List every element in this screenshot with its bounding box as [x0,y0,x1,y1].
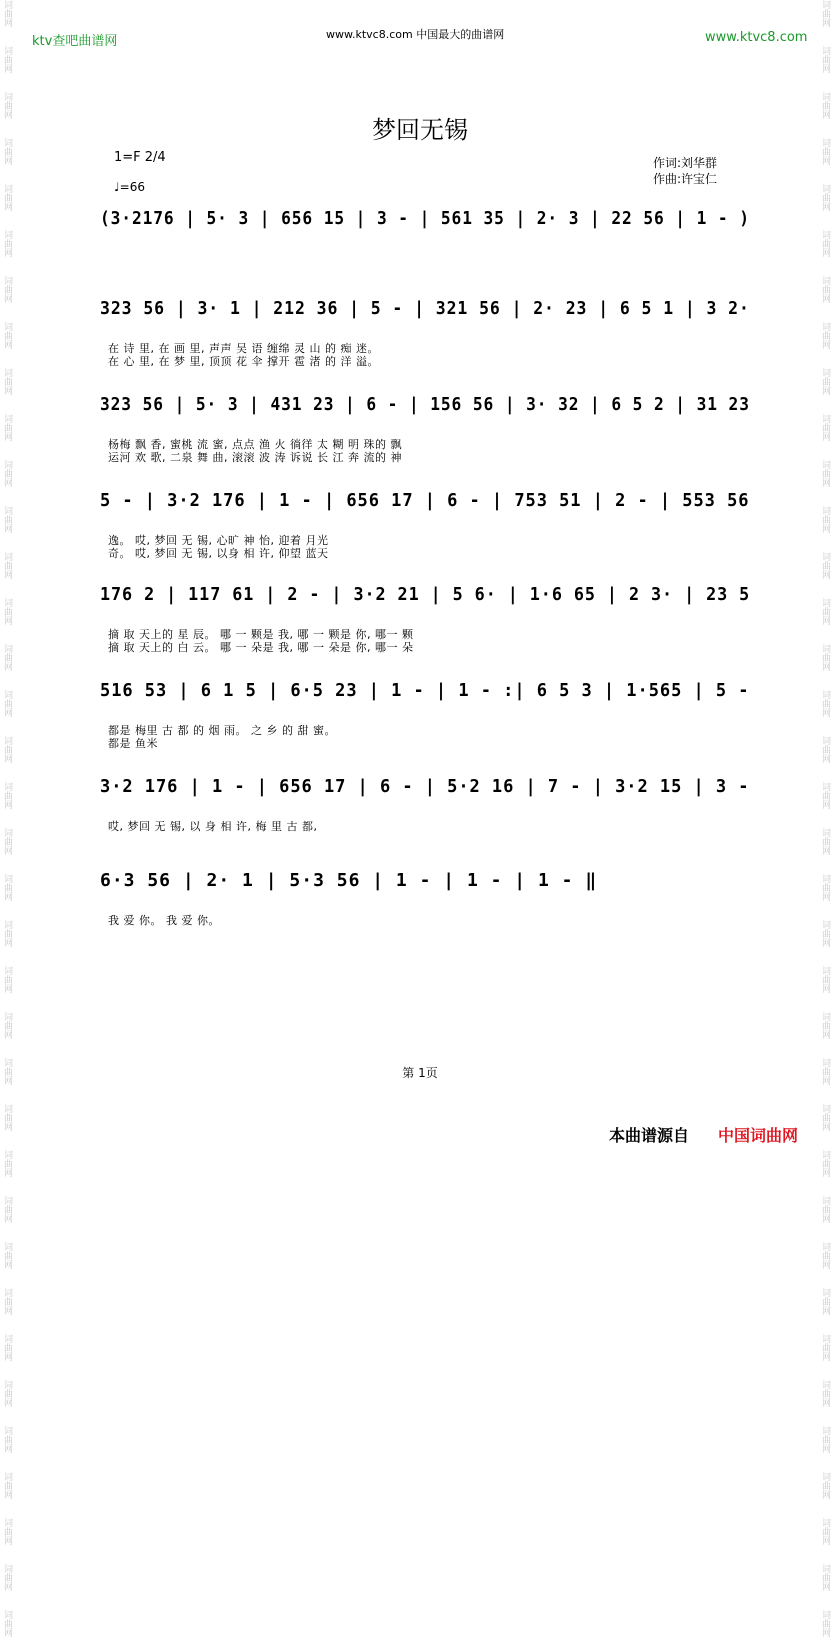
watermark-text: 词曲网 [2,782,12,809]
lyric-line: 都是 鱼米 [108,737,158,750]
lyric-line: 逸。 哎, 梦回 无 锡, 心旷 神 怡, 迎着 月光 [108,534,329,547]
watermark-text: 词曲网 [820,460,830,487]
lyric-line: 摘 取 天上的 白 云。 哪 一 朵是 我, 哪 一 朵是 你, 哪一 朵 [108,641,414,654]
watermark-text: 词曲网 [820,414,830,441]
watermark-text: 词曲网 [2,920,12,947]
watermark-text: 词曲网 [2,0,12,27]
lyric-line: 我 爱 你。 我 爱 你。 [108,914,220,927]
tempo-marking: ♩=66 [114,180,145,194]
watermark-text: 词曲网 [2,1288,12,1315]
watermark-text: 词曲网 [2,1426,12,1453]
watermark-text: 词曲网 [820,828,830,855]
watermark-text: 词曲网 [820,368,830,395]
watermark-text: 词曲网 [2,1610,12,1637]
lyric-line: 哎, 梦回 无 锡, 以 身 相 许, 梅 里 古 都, [108,820,318,833]
lyric-line: 运河 欢 歌, 二泉 舞 曲, 滚滚 波 涛 诉说 长 江 奔 流的 神 [108,451,402,464]
watermark-text: 词曲网 [820,1288,830,1315]
watermark-text: 词曲网 [820,46,830,73]
source-label: 本曲谱源自 [609,1126,690,1145]
watermark-text: 词曲网 [2,1518,12,1545]
watermark-text: 词曲网 [2,552,12,579]
watermark-text: 词曲网 [2,138,12,165]
watermark-text: 词曲网 [2,1104,12,1131]
watermark-left [0,0,22,1637]
watermark-text: 词曲网 [2,46,12,73]
watermark-text: 词曲网 [820,92,830,119]
notation-row: 176 2 | 117 61 | 2 - | 3·2 21 | 5 6· | 1·6 65 | 2 3· | 23 5 [100,584,751,605]
composer-credit: 作曲:许宝仁 [653,172,718,186]
watermark-text: 词曲网 [820,184,830,211]
song-title: 梦回无锡 [372,116,468,144]
notation-row: 3·2 176 | 1 - | 656 17 | 6 - | 5·2 16 | 7 - | 3·2 15 | 3 - [100,776,750,797]
watermark-text: 词曲网 [2,276,12,303]
lyric-line: 摘 取 天上的 星 辰。 哪 一 颗是 我, 哪 一 颗是 你, 哪一 颗 [108,628,414,641]
watermark-text: 词曲网 [820,1150,830,1177]
watermark-text: 词曲网 [820,874,830,901]
watermark-text: 词曲网 [820,1518,830,1545]
page-number: 第 1页 [402,1066,438,1080]
watermark-text: 词曲网 [2,368,12,395]
watermark-text: 词曲网 [820,230,830,257]
watermark-text: 词曲网 [820,1380,830,1407]
watermark-text: 词曲网 [2,690,12,717]
watermark-text: 词曲网 [820,644,830,671]
watermark-text: 词曲网 [820,782,830,809]
watermark-text: 词曲网 [2,736,12,763]
watermark-text: 词曲网 [2,322,12,349]
lyricist-credit: 作词:刘华群 [653,156,718,170]
watermark-text: 词曲网 [2,230,12,257]
lyric-line: 在 诗 里, 在 画 里, 声声 吴 语 缠绵 灵 山 的 痴 迷。 [108,342,379,355]
watermark-text: 词曲网 [820,0,830,27]
watermark-text: 词曲网 [2,1334,12,1361]
watermark-text: 词曲网 [2,414,12,441]
watermark-text: 词曲网 [820,690,830,717]
watermark-text: 词曲网 [820,552,830,579]
watermark-text: 词曲网 [820,1058,830,1085]
notation-row: (3·2176 | 5· 3 | 656 15 | 3 - | 561 35 | 2· 3 | 22 56 | 1 - ) [100,208,750,229]
watermark-text: 词曲网 [820,598,830,625]
watermark-text: 词曲网 [820,966,830,993]
watermark-text: 词曲网 [2,184,12,211]
watermark-text: 词曲网 [2,598,12,625]
watermark-text: 词曲网 [820,1196,830,1223]
watermark-text: 词曲网 [2,506,12,533]
watermark-text: 词曲网 [2,874,12,901]
watermark-text: 词曲网 [2,1242,12,1269]
watermark-text: 词曲网 [820,138,830,165]
watermark-text: 词曲网 [820,1334,830,1361]
source-site-link[interactable]: 中国词曲网 [718,1126,799,1145]
key-signature: 1=F 2/4 [114,150,166,165]
watermark-text: 词曲网 [2,460,12,487]
notation-row: 516 53 | 6 1 5 | 6·5 23 | 1 - | 1 - :| 6 5 3 | 1·565 | 5 - [100,680,750,701]
watermark-text: 词曲网 [820,1472,830,1499]
watermark-text: 词曲网 [820,1242,830,1269]
header-left-site[interactable]: ktv查吧曲谱网 [32,34,118,49]
notation-row: 323 56 | 5· 3 | 431 23 | 6 - | 156 56 | 3· 32 | 6 5 2 | 31 23 [100,394,750,415]
header-right-site[interactable]: www.ktvc8.com [705,30,808,45]
watermark-text: 词曲网 [820,276,830,303]
watermark-text: 词曲网 [820,1426,830,1453]
watermark-text: 词曲网 [2,828,12,855]
watermark-text: 词曲网 [820,1012,830,1039]
watermark-text: 词曲网 [2,1012,12,1039]
watermark-text: 词曲网 [820,1564,830,1591]
watermark-text: 词曲网 [2,1472,12,1499]
watermark-text: 词曲网 [820,322,830,349]
watermark-text: 词曲网 [2,92,12,119]
lyric-line: 奇。 哎, 梦回 无 锡, 以身 相 许, 仰望 蓝天 [108,547,329,560]
watermark-text: 词曲网 [820,506,830,533]
watermark-text: 词曲网 [2,1564,12,1591]
lyric-line: 都是 梅里 古 都 的 烟 雨。 之 乡 的 甜 蜜。 [108,724,336,737]
notation-row: 323 56 | 3· 1 | 212 36 | 5 - | 321 56 | 2· 23 | 6 5 1 | 3 2· [100,298,750,319]
watermark-text: 词曲网 [820,1104,830,1131]
lyric-line: 在 心 里, 在 梦 里, 顶顶 花 伞 撑开 雹 渚 的 洋 溢。 [108,355,379,368]
watermark-text: 词曲网 [2,1058,12,1085]
header-center-site[interactable]: www.ktvc8.com 中国最大的曲谱网 [326,28,505,41]
watermark-text: 词曲网 [2,1380,12,1407]
watermark-text: 词曲网 [2,1150,12,1177]
watermark-text: 词曲网 [2,966,12,993]
watermark-right [818,0,840,1637]
notation-row: 6·3 56 | 2· 1 | 5·3 56 | 1 - | 1 - | 1 - ‖ [100,870,598,891]
notation-row: 5 - | 3·2 176 | 1 - | 656 17 | 6 - | 753 51 | 2 - | 553 56 [100,490,750,511]
watermark-text: 词曲网 [2,1196,12,1223]
watermark-text: 词曲网 [820,1610,830,1637]
watermark-text: 词曲网 [820,736,830,763]
watermark-text: 词曲网 [2,644,12,671]
lyric-line: 杨梅 飘 香, 蜜桃 流 蜜, 点点 渔 火 徜徉 太 糊 明 珠的 飘 [108,438,402,451]
watermark-text: 词曲网 [820,920,830,947]
